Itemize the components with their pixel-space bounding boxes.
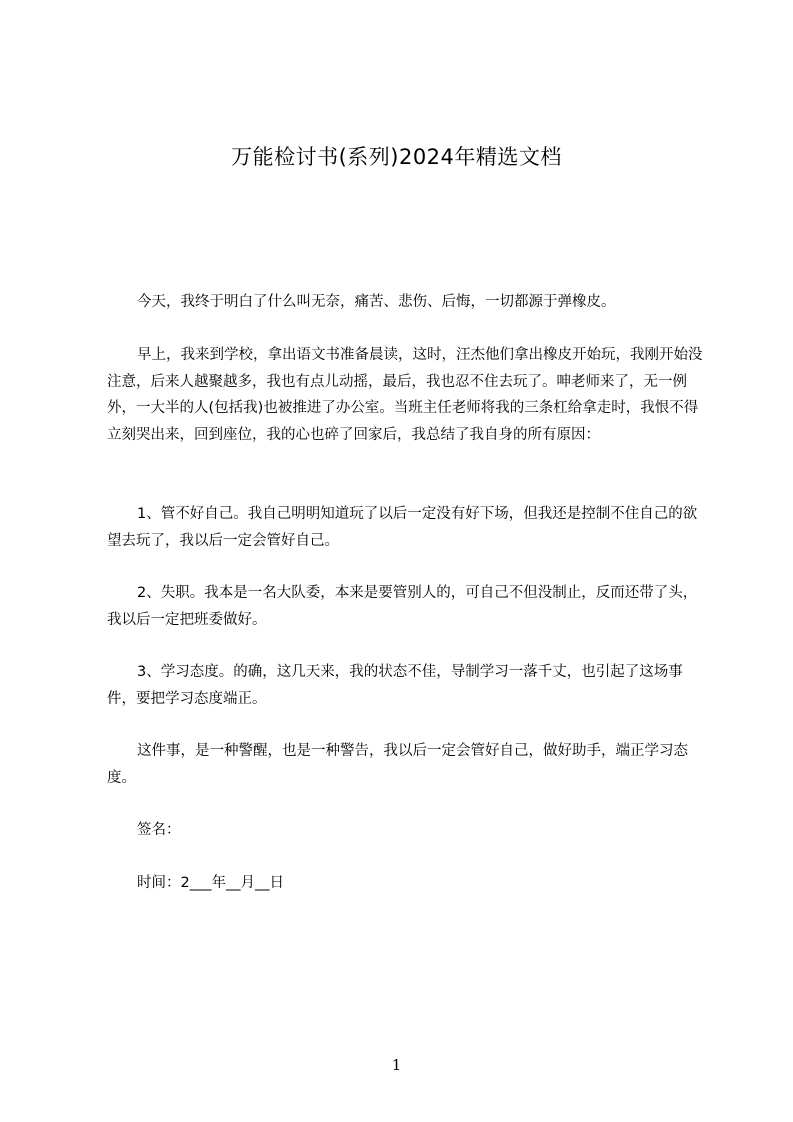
paragraph-intro: 今天，我终于明白了什么叫无奈，痛苦、悲伤、后悔，一切都源于弹橡皮。 bbox=[137, 294, 616, 310]
signature-line: 签名： bbox=[137, 822, 181, 838]
document-title: 万能检讨书(系列)2024年精选文档 bbox=[231, 145, 562, 169]
paragraph-reason-2: 2、失职。我本是一名大队委，本来是要管别人的，可自己不但没制止，反而还带了头，我以后一定把班委做好。 bbox=[107, 585, 698, 628]
date-line: 时间：2___年__月__日 bbox=[137, 875, 284, 891]
page-number: 1 bbox=[391, 1056, 402, 1074]
paragraph-conclusion: 这件事，是一种警醒，也是一种警告，我以后一定会管好自己，做好助手，端正学习态度。 bbox=[107, 743, 688, 786]
paragraph-morning-story: 早上，我来到学校，拿出语文书准备晨读，这时，汪杰他们拿出橡皮开始玩，我刚开始没注意，后来人越聚越多，我也有点儿动摇，最后，我也忍不住去玩了。呻老师来了，无一例外，一大半的人(包括我)也被推进了办公室。当班主任老师将我的三条杠给拿走时，我恨不得立刻哭出来，回到座位，我的心也碎了回家后，我总结了我自身的所有原因： bbox=[107, 347, 703, 443]
paragraph-reason-1: 1、管不好自己。我自己明明知道玩了以后一定没有好下场，但我还是控制不住自己的欲望去玩了，我以后一定会管好自己。 bbox=[107, 506, 698, 549]
paragraph-reason-3: 3、学习态度。的确，这几天来，我的状态不佳，导制学习一落千丈，也引起了这场事件，要把学习态度端正。 bbox=[107, 664, 683, 707]
